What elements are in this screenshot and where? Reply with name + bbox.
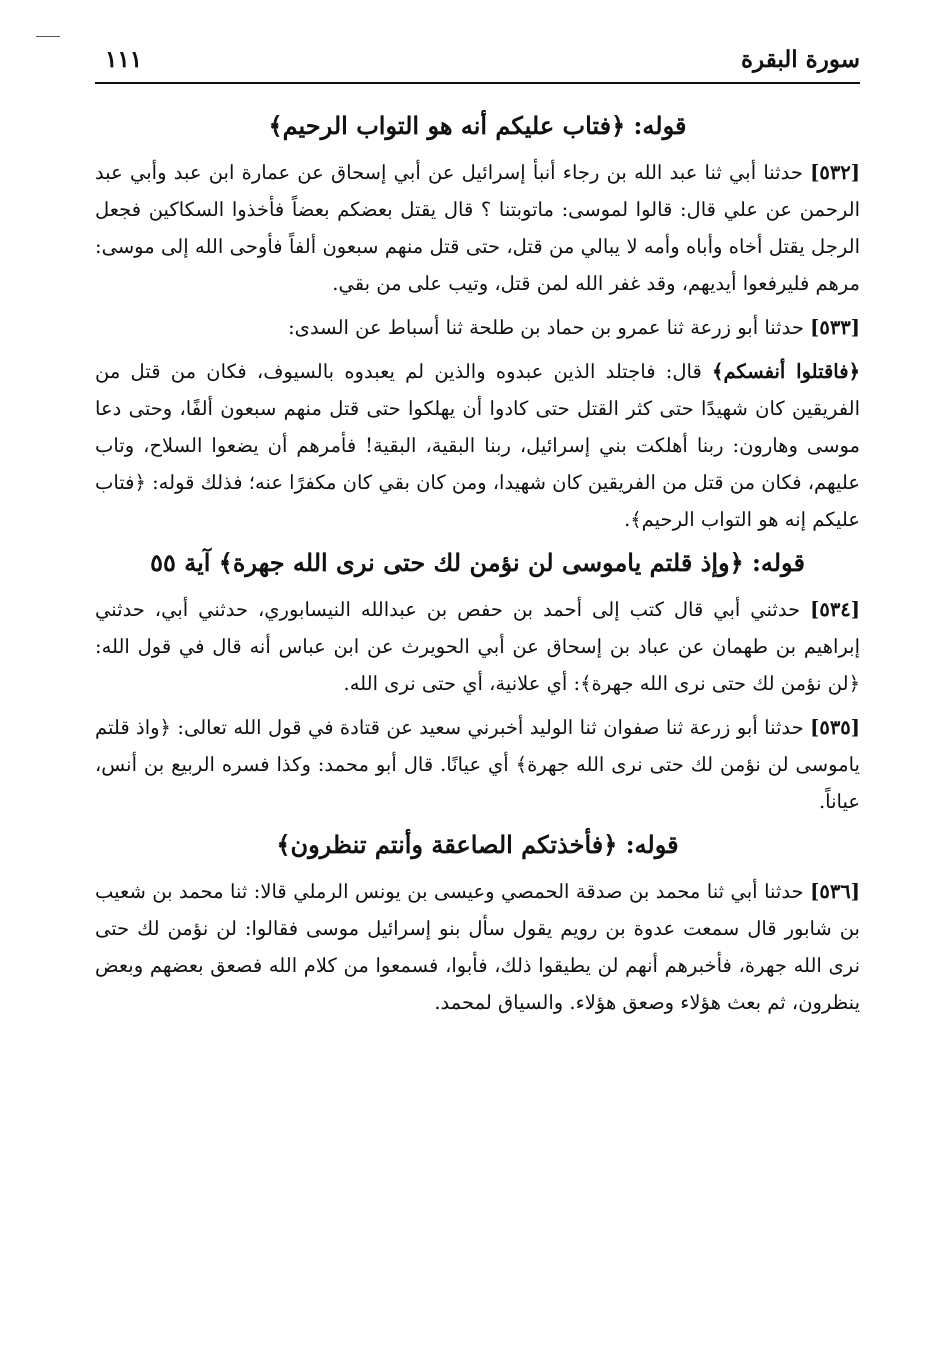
hadith-text: حدثنا أبو زرعة ثنا صفوان ثنا الوليد أخبرني سعيد عن قتادة في قول الله تعالى: ﴿واذ قلتم ياموسى لن نؤمن لك حتى نرى الله جهرة﴾ أي عيانًا. قال أبو محمد: وكذا فسره الربيع بن أنس، عياناً.	[95, 716, 860, 813]
page-header	[95, 44, 860, 84]
hadith-number: [٥٣٦]	[810, 880, 860, 903]
hadith-533-continuation	[95, 353, 860, 538]
hadith-536	[95, 873, 860, 1021]
hadith-533	[95, 309, 860, 346]
hadith-text: حدثنا أبي ثنا عبد الله بن رجاء أنبأ إسرائيل عن أبي إسحاق عن عمارة ابن عبد وأبي عبد الرحمن عن علي قال: قالوا لموسى: ماتوبتنا ؟ قال يقتل بعضكم بعضاً فأخذوا السكاكين فجعل الرجل يقتل أخاه وأباه وأمه لا يبالي من قتل، حتى قتل منهم سبعون ألفاً فأوحى الله إلى موسى: مرهم فليرفعوا أيديهم، وقد غفر الله لمن قتل، وتيب على من بقي.	[95, 161, 860, 295]
hadith-534	[95, 591, 860, 702]
hadith-number: [٥٣٤]	[810, 598, 860, 621]
section-heading-3: قوله: ﴿فأخذتكم الصاعقة وأنتم تنظرون﴾	[276, 830, 679, 859]
hadith-text: قال: فاجتلد الذين عبدوه والذين لم يعبدوه بالسيوف، فكان من قتل من الفريقين كان شهيدًا حتى كثر القتل حتى كادوا أن يهلكوا حتى قتل منهم سبعون ألفًا، وحتى دعا موسى وهارون: ربنا أهلكت بني إسرائيل، ربنا البقية، البقية! فأمرهم أن يضعوا السلاح، وتاب عليهم، فكان من قتل من الفريقين كان شهيدا، ومن كان بقي كان مكفرًا عنه؛ فذلك قوله: ﴿فتاب عليكم إنه هو التواب الرحيم﴾.	[94, 360, 860, 531]
hadith-text: حدثنا أبو زرعة ثنا عمرو بن حماد بن طلحة ثنا أسباط عن السدى:	[288, 316, 804, 339]
hadith-535	[95, 709, 860, 820]
page-body	[95, 108, 860, 1028]
page-number: ١١١	[105, 46, 143, 73]
section-heading-2: قوله: ﴿وإذ قلتم ياموسى لن نؤمن لك حتى نرى الله جهرة﴾ آية ٥٥	[150, 548, 805, 577]
surah-title: سورة البقرة	[740, 46, 860, 73]
hadith-text: حدثني أبي قال كتب إلى أحمد بن حفص بن عبدالله النيسابوري، حدثني أبي، حدثني إبراهيم بن طهمان عن عباد بن إسحاق عن أبي الحويرث عن ابن عباس أنه قال في قول الله: ﴿لن نؤمن لك حتى نرى الله جهرة﴾: أي علانية، أي حتى نرى الله.	[95, 598, 860, 695]
hadith-text: حدثنا أبي ثنا محمد بن صدقة الحمصي وعيسى بن يونس الرملي قالا: ثنا محمد بن شعيب بن شابور قال سمعت عدوة بن رويم يقول سأل بنو إسرائيل موسى فقالوا: لن نؤمن لك حتى نرى الله جهرة، فأخبرهم أنهم لن يطيقوا ذلك، فأبوا، فسمعوا من كلام الله فصعق بعضهم وبعض ينظرون، ثم بعث هؤلاء وصعق هؤلاء. والسياق لمحمد.	[95, 880, 860, 1014]
hadith-number: [٥٣٣]	[810, 316, 860, 339]
hadith-532	[95, 154, 860, 302]
quran-quote: ﴿فاقتلوا أنفسكم﴾	[712, 360, 860, 383]
hadith-number: [٥٣٢]	[810, 161, 861, 184]
scan-corner-mark	[36, 36, 60, 37]
hadith-number: [٥٣٥]	[810, 716, 861, 739]
section-heading-1: قوله: ﴿فتاب عليكم أنه هو التواب الرحيم﴾	[268, 111, 687, 140]
